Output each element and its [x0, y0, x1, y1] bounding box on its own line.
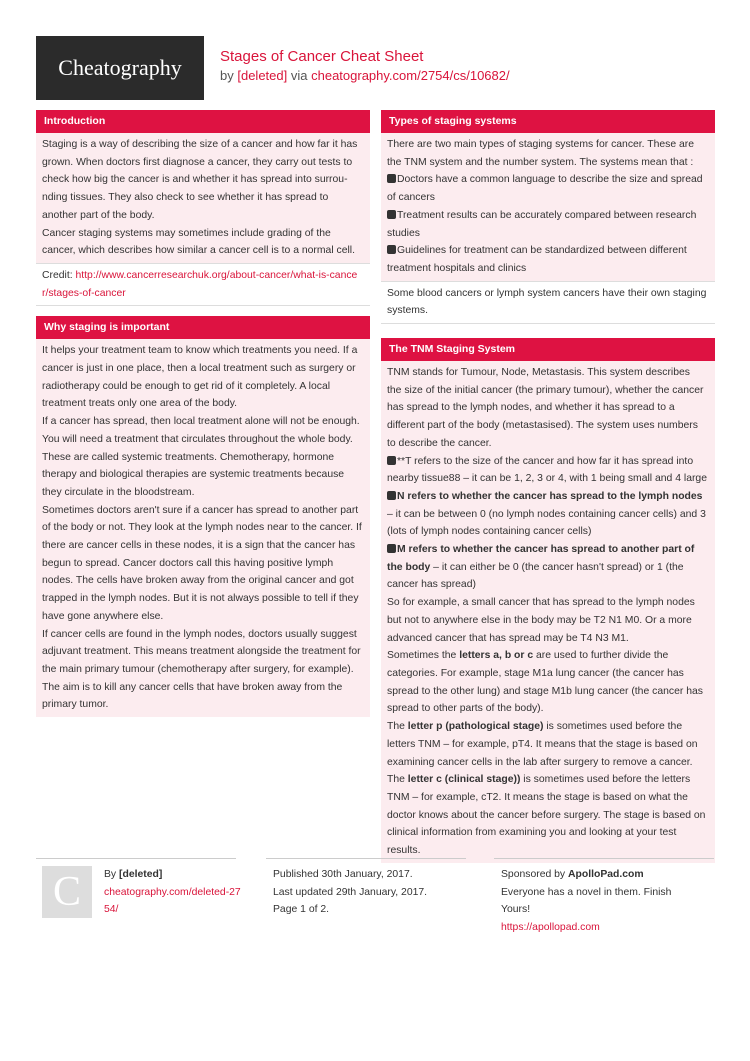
- bullet-square-icon: [387, 210, 396, 219]
- tnm-m-item: [387, 541, 707, 594]
- why-staging-section: [36, 316, 370, 717]
- bullet-square-icon: [387, 245, 396, 254]
- tnm-letters-rest: are used to further divide the categories. For example, stage M1a lung cancer (the cancer has spread to the other lung) and stage M1b lung cancer (the cancer has spread to other parts of the body).: [387, 650, 703, 715]
- tnm-letters-pre: Sometimes the: [387, 650, 460, 662]
- types-note-text: Some blood cancers or lymph system cancers have their own staging systems.: [387, 287, 707, 317]
- published-date: Published 30th January, 2017.: [273, 869, 413, 880]
- tnm-m-rest: – it can either be 0 (the cancer hasn't spread) or 1 (the cancer has spread): [387, 561, 684, 591]
- credit-label: Credit:: [42, 269, 73, 281]
- credit-link[interactable]: http://www.cancerresearchuk.org/about-cancer/what-is-cancer/stages-of-cancer: [42, 269, 358, 299]
- introduction-para-1: Staging is a way of describing the size of a cancer and how far it has grown. When doctors first diagnose a cancer, they carry out tests to check how big the cancer is and whether it has spread into surrou-nding tissues. They also check to see whether it has spread to another part of the body.: [42, 139, 358, 221]
- tnm-n-bold: N refers to whether the cancer has spread to the lymph nodes: [397, 490, 703, 502]
- credit-row: [36, 263, 370, 306]
- tnm-c-rest: is sometimes used before the letters TNM – for example, cT2. It means the stage is based on what the doctor knows about the cancer before surgery. The stage is based on clinical information from examining you and looking at your test results.: [387, 774, 706, 857]
- left-column: [36, 110, 370, 727]
- sponsor-tagline: Everyone has a novel in them. Finish Yours!: [501, 886, 672, 915]
- author-link[interactable]: [deleted]: [237, 68, 288, 83]
- footer-author-link[interactable]: cheatography.com/deleted-2754/: [104, 886, 241, 915]
- types-bullet-1-text: Doctors have a common language to describe the size and spread of cancers: [387, 174, 703, 204]
- author-avatar[interactable]: C: [42, 866, 92, 918]
- footer-byline: [104, 866, 244, 884]
- bullet-square-icon: [387, 174, 396, 183]
- page-title: Stages of Cancer Cheat Sheet: [220, 48, 424, 65]
- sponsor-link[interactable]: https://apollopad.com: [501, 921, 600, 933]
- footer-sponsor: [501, 866, 701, 936]
- introduction-para-2: Cancer staging systems may sometimes include grading of the cancer, which describes how similar a cancer cell is to a normal cell.: [42, 227, 355, 257]
- page-number: Page 1 of 2.: [273, 904, 330, 915]
- tnm-p-rest: is sometimes used before the letters TNM – for example, pT4. It means that the stage is based on examining cancer cells in the lab after surgery to remove a cancer.: [387, 721, 698, 768]
- bullet-square-icon: [387, 491, 396, 500]
- types-bullet-1: [387, 171, 707, 206]
- sponsor-prefix: Sponsored by: [501, 869, 566, 880]
- types-section: [381, 110, 715, 324]
- tnm-t-item: [387, 453, 707, 488]
- tnm-t-text: **T refers to the size of the cancer and how far it has spread into nearby tissue88 – it can be 1, 2, 3 or 4, with 1 being small and 4 large: [387, 455, 707, 485]
- right-column: [381, 110, 715, 873]
- why-staging-body: [36, 339, 370, 717]
- bullet-square-icon: [387, 456, 396, 465]
- tnm-p-bold: letter p (pathological stage): [407, 721, 544, 733]
- tnm-n-rest: – it can be between 0 (no lymph nodes containing cancer cells) and 3 (lots of lymph nodes containing cancer cells): [387, 508, 706, 538]
- footer-divider: [494, 858, 714, 859]
- why-para-1: It helps your treatment team to know which treatments you need. If a cancer is just in one place, then a local treatment such as surgery or radiotherapy could be enough to get rid of it completely. A local treatment treats only one area of the body.: [42, 345, 358, 410]
- introduction-body: [36, 133, 370, 263]
- why-para-4: If cancer cells are found in the lymph nodes, doctors usually suggest adjuvant treatment. This means treatment alongside the treatment for the main primary tumour (chemotherapy after surgery, for example). The aim is to kill any cancer cells that have broken away from the primary tumor.: [42, 628, 361, 711]
- types-heading: Types of staging systems: [381, 110, 715, 133]
- footer-divider: [36, 858, 236, 859]
- tnm-c-stage: [387, 771, 707, 860]
- tnm-p-stage: [387, 718, 707, 771]
- types-bullet-3: [387, 242, 707, 277]
- byline: [220, 68, 510, 83]
- why-para-3: Sometimes doctors aren't sure if a cancer has spread to another part of the body or not. They look at the lymph nodes near to the cancer. If there are cancer cells in these nodes, it is a sign that the cancer has begun to spread. Cancer doctors call this having positive lymph nodes. The cells have broken away from the original cancer and got trapped in the lymph nodes. But it is not always possible to tell if they have gone anywhere else.: [42, 504, 362, 622]
- sponsor-name: ApolloPad.com: [568, 869, 644, 880]
- cheatography-logo[interactable]: Cheatography: [36, 36, 204, 100]
- tnm-n-item: [387, 488, 707, 541]
- introduction-heading: Introduction: [36, 110, 370, 133]
- tnm-section: [381, 338, 715, 863]
- tnm-body: [381, 361, 715, 863]
- types-bullet-2: [387, 207, 707, 242]
- tnm-example: So for example, a small cancer that has spread to the lymph nodes but not to anywhere else in the body may be T2 N1 M0. Or a more advanced cancer that has spread may be T4 N3 M1.: [387, 597, 695, 644]
- types-intro: There are two main types of staging systems for cancer. These are the TNM system and the number system. The systems mean that :: [387, 139, 695, 168]
- footer-dates: [273, 866, 473, 919]
- footer-divider: [266, 858, 466, 859]
- footer-author-name: [deleted]: [119, 869, 163, 880]
- bullet-square-icon: [387, 544, 396, 553]
- tnm-heading: The TNM Staging System: [381, 338, 715, 361]
- tnm-letters-bold: letters a, b or c: [459, 650, 534, 662]
- tnm-m-bold: M refers to whether the cancer has spread to another part of the body: [387, 544, 695, 573]
- updated-date: Last updated 29th January, 2017.: [273, 886, 428, 898]
- tnm-p-pre: The: [387, 721, 408, 733]
- introduction-section: [36, 110, 370, 306]
- sheet-url-link[interactable]: cheatography.com/2754/cs/10682/: [311, 68, 510, 83]
- tnm-c-pre: The: [387, 774, 408, 786]
- types-bullet-2-text: Treatment results can be accurately compared between research studies: [387, 209, 697, 239]
- byline-prefix: by: [220, 68, 234, 83]
- types-note: [381, 281, 715, 324]
- tnm-letters: [387, 647, 707, 718]
- footer-by-prefix: By: [104, 869, 117, 880]
- tnm-c-bold: letter c (clinical stage)): [407, 774, 521, 786]
- sponsor-line: [501, 866, 701, 884]
- types-body: [381, 133, 715, 281]
- types-bullet-3-text: Guidelines for treatment can be standardized between different treatment hospitals and clinics: [387, 245, 687, 274]
- why-staging-heading: Why staging is important: [36, 316, 370, 339]
- byline-via: via: [290, 68, 308, 83]
- footer-author: [104, 866, 244, 919]
- why-para-2: If a cancer has spread, then local treatment alone will not be enough. You will need a treatment that circulates throughout the whole body. These are called systemic treatments. Chemotherapy, hormone therapy and biological therapies are systemic treatments because they circulate in the bloodstream.: [42, 416, 360, 498]
- tnm-intro: TNM stands for Tumour, Node, Metastasis. This system describes the size of the initial cancer (the primary tumour), whether the cancer has spread to the lymph nodes, and whether it has spread to a different part of the body (metastasised). The system uses numbers to describe the cancer.: [387, 367, 704, 449]
